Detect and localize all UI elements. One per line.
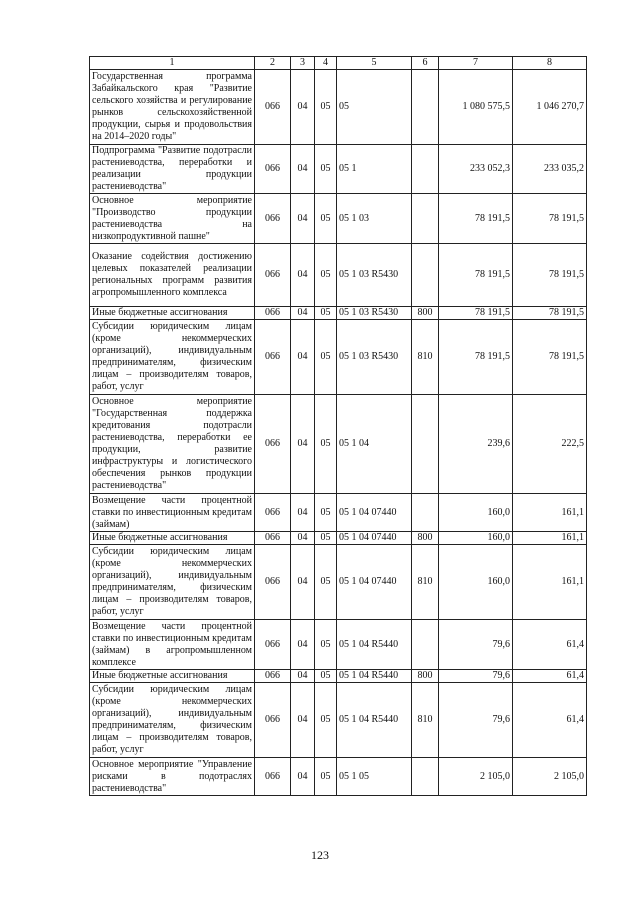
cell-target-code: 05 1 04 R5440 [337,620,412,670]
cell-ministry-code: 066 [255,395,291,494]
cell-amount-col7: 78 191,5 [439,320,513,395]
header-row [90,57,587,70]
row-name: Субсидии юридическим лицам (кроме некоммерческих организаций), индивидуальным предпринимателям, физическим лицам – производителям товаров, работ, услуг [90,320,255,395]
cell-amount-col8: 78 191,5 [513,307,587,320]
table-row [90,545,587,620]
cell-ministry-code: 066 [255,70,291,145]
cell-target-code: 05 1 04 07440 [337,545,412,620]
table-row [90,494,587,532]
table-row [90,145,587,194]
cell-ministry-code: 066 [255,494,291,532]
cell-target-code: 05 1 03 [337,194,412,244]
cell-amount-col7: 160,0 [439,494,513,532]
cell-amount-col7: 78 191,5 [439,244,513,307]
cell-target-code: 05 1 04 R5440 [337,670,412,683]
page-number: 123 [311,848,329,862]
cell-expense-type [412,494,439,532]
cell-amount-col7: 79,6 [439,620,513,670]
cell-section: 04 [291,545,315,620]
cell-ministry-code: 066 [255,307,291,320]
column-header: 7 [439,57,513,70]
column-header: 6 [412,57,439,70]
cell-amount-col8: 161,1 [513,494,587,532]
cell-ministry-code: 066 [255,545,291,620]
cell-amount-col8: 78 191,5 [513,194,587,244]
cell-section: 04 [291,395,315,494]
cell-section: 04 [291,494,315,532]
cell-section: 04 [291,532,315,545]
cell-expense-type: 800 [412,532,439,545]
cell-subsection: 05 [315,244,337,307]
cell-target-code: 05 1 04 07440 [337,494,412,532]
cell-subsection: 05 [315,320,337,395]
cell-amount-col7: 233 052,3 [439,145,513,194]
row-name: Иные бюджетные ассигнования [90,670,255,683]
cell-expense-type: 800 [412,670,439,683]
cell-expense-type [412,620,439,670]
cell-amount-col7: 79,6 [439,670,513,683]
cell-target-code: 05 1 04 R5440 [337,683,412,758]
cell-subsection: 05 [315,145,337,194]
cell-expense-type [412,244,439,307]
cell-target-code: 05 1 04 [337,395,412,494]
row-name: Основное мероприятие "Государственная поддержка кредитования подотрасли растениеводства, переработки ее продукции, развитие инфраструктуры и логистического обеспечения рынков продукции растениеводства" [90,395,255,494]
cell-subsection: 05 [315,758,337,796]
table-row [90,194,587,244]
cell-section: 04 [291,307,315,320]
cell-section: 04 [291,683,315,758]
cell-target-code: 05 1 03 R5430 [337,320,412,395]
cell-amount-col8: 78 191,5 [513,320,587,395]
cell-amount-col7: 160,0 [439,545,513,620]
table-row [90,395,587,494]
cell-subsection: 05 [315,545,337,620]
cell-section: 04 [291,670,315,683]
column-header: 1 [90,57,255,70]
cell-target-code: 05 1 [337,145,412,194]
cell-amount-col8: 233 035,2 [513,145,587,194]
cell-section: 04 [291,145,315,194]
cell-amount-col7: 78 191,5 [439,194,513,244]
cell-section: 04 [291,320,315,395]
row-name: Основное мероприятие "Управление рисками в подотраслях растениеводства" [90,758,255,796]
cell-ministry-code: 066 [255,683,291,758]
cell-expense-type [412,395,439,494]
column-header: 3 [291,57,315,70]
cell-target-code: 05 1 03 R5430 [337,244,412,307]
cell-ministry-code: 066 [255,758,291,796]
cell-amount-col8: 61,4 [513,670,587,683]
cell-subsection: 05 [315,620,337,670]
cell-amount-col7: 78 191,5 [439,307,513,320]
cell-section: 04 [291,70,315,145]
cell-amount-col8: 222,5 [513,395,587,494]
cell-subsection: 05 [315,494,337,532]
cell-ministry-code: 066 [255,532,291,545]
cell-amount-col8: 161,1 [513,545,587,620]
cell-expense-type: 810 [412,545,439,620]
cell-expense-type: 810 [412,320,439,395]
budget-table [89,56,587,796]
row-name: Субсидии юридическим лицам (кроме некоммерческих организаций), индивидуальным предпринимателям, физическим лицам – производителям товаров, работ, услуг [90,545,255,620]
cell-target-code: 05 1 04 07440 [337,532,412,545]
cell-section: 04 [291,194,315,244]
cell-expense-type [412,758,439,796]
table-row [90,532,587,545]
cell-section: 04 [291,620,315,670]
cell-ministry-code: 066 [255,670,291,683]
cell-amount-col8: 2 105,0 [513,758,587,796]
column-header: 2 [255,57,291,70]
table-row [90,320,587,395]
cell-amount-col8: 161,1 [513,532,587,545]
row-name: Иные бюджетные ассигнования [90,532,255,545]
cell-subsection: 05 [315,683,337,758]
cell-expense-type [412,194,439,244]
cell-target-code: 05 1 03 R5430 [337,307,412,320]
cell-expense-type: 810 [412,683,439,758]
cell-amount-col7: 79,6 [439,683,513,758]
cell-ministry-code: 066 [255,320,291,395]
row-name: Иные бюджетные ассигнования [90,307,255,320]
cell-subsection: 05 [315,70,337,145]
cell-subsection: 05 [315,395,337,494]
row-name: Основное мероприятие "Производство продукции растениеводства на низкопродуктивной пашне" [90,194,255,244]
row-name: Субсидии юридическим лицам (кроме некоммерческих организаций), индивидуальным предпринимателям, физическим лицам – производителям товаров, работ, услуг [90,683,255,758]
column-header: 8 [513,57,587,70]
row-name: Оказание содействия достижению целевых показателей реализации региональных программ развития агропромышленного комплекса [90,244,255,307]
cell-subsection: 05 [315,670,337,683]
row-name: Государственная программа Забайкальского края "Развитие сельского хозяйства и регулирование рынков сельскохозяйственной продукции, сырья и продовольствия на 2014–2020 годы" [90,70,255,145]
cell-amount-col8: 1 046 270,7 [513,70,587,145]
cell-amount-col8: 61,4 [513,620,587,670]
cell-target-code: 05 [337,70,412,145]
cell-ministry-code: 066 [255,620,291,670]
cell-expense-type [412,145,439,194]
table-row [90,244,587,307]
cell-amount-col7: 239,6 [439,395,513,494]
cell-amount-col7: 2 105,0 [439,758,513,796]
cell-ministry-code: 066 [255,194,291,244]
cell-section: 04 [291,244,315,307]
cell-amount-col7: 1 080 575,5 [439,70,513,145]
cell-ministry-code: 066 [255,244,291,307]
table-row [90,307,587,320]
column-header: 5 [337,57,412,70]
cell-amount-col8: 78 191,5 [513,244,587,307]
row-name: Возмещение части процентной ставки по инвестиционным кредитам (займам) [90,494,255,532]
cell-subsection: 05 [315,307,337,320]
table-row [90,620,587,670]
cell-amount-col8: 61,4 [513,683,587,758]
table-row [90,758,587,796]
row-name: Возмещение части процентной ставки по инвестиционным кредитам (займам) в агропромышленном комплексе [90,620,255,670]
cell-target-code: 05 1 05 [337,758,412,796]
column-header: 4 [315,57,337,70]
table-row [90,70,587,145]
table-row [90,670,587,683]
cell-amount-col7: 160,0 [439,532,513,545]
row-name: Подпрограмма "Развитие подотрасли растениеводства, переработки и реализации продукции растениеводства" [90,145,255,194]
cell-subsection: 05 [315,532,337,545]
cell-ministry-code: 066 [255,145,291,194]
cell-expense-type: 800 [412,307,439,320]
table-row [90,683,587,758]
cell-subsection: 05 [315,194,337,244]
cell-expense-type [412,70,439,145]
cell-section: 04 [291,758,315,796]
